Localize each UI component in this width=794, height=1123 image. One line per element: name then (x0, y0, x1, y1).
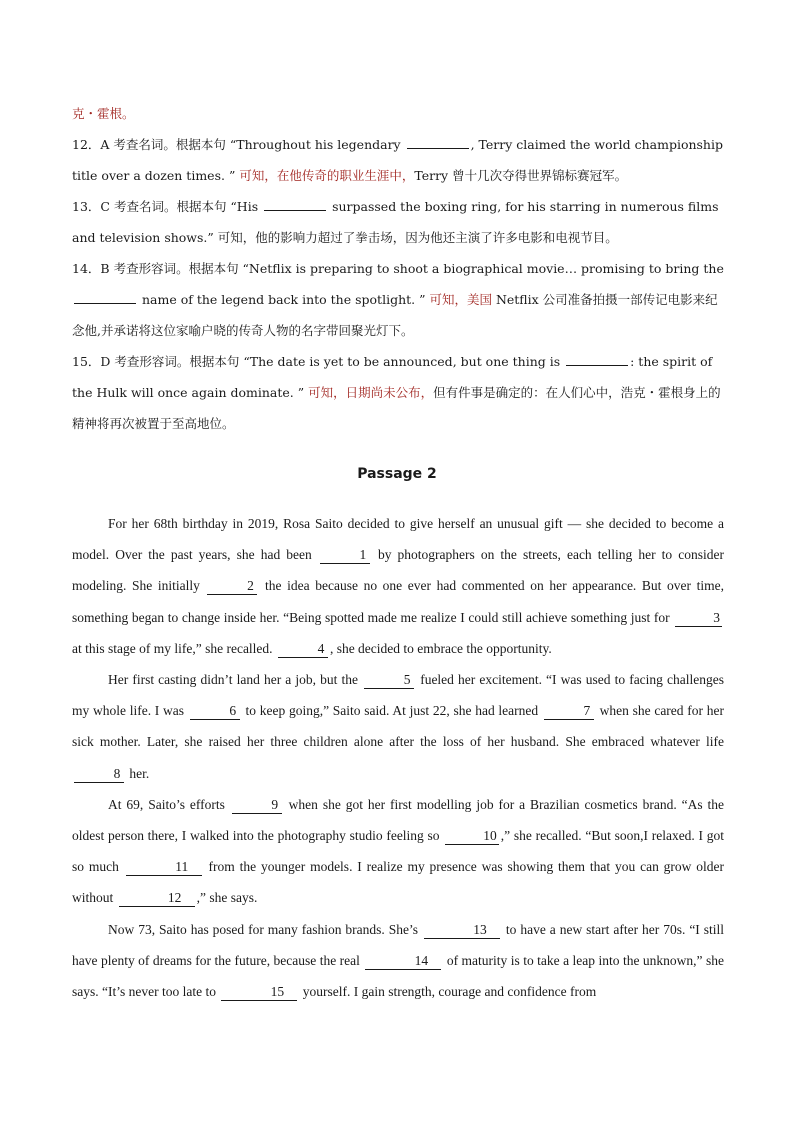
answer-15-translation-end: 但有件事是确定的：在人们心中，浩克・霍根身上的精神将再次被置于至高地位。 (72, 385, 721, 431)
answer-15-intro: 15．D 考查形容词。根据本句 “The date is yet to be announced, but one thing is (72, 354, 565, 369)
answer-15-quote: : the spirit of the Hulk will once again dominate. ” (72, 354, 713, 400)
paragraph-2 (72, 664, 724, 789)
paragraph-text: at this stage of my life,” she recalled. (72, 640, 276, 656)
answer-15-translation: 可知，日期尚未公布， (308, 385, 434, 400)
paragraph-text: when she got her first modelling job for a Brazilian cosmetics brand. “As the oldest person there, I walked into the photography studio feeling so (72, 796, 725, 844)
blank-1[interactable]: 1 (320, 546, 370, 564)
blank-14[interactable]: 14 (365, 952, 441, 970)
paragraph-text: Her first casting didn’t land her a job, but the (108, 672, 363, 688)
paragraph-4 (72, 914, 724, 1008)
paragraph-text: yourself. I gain strength, courage and confidence from (299, 984, 597, 1000)
paragraph-1 (72, 508, 724, 664)
blank-3[interactable]: 3 (675, 609, 722, 627)
blank-7[interactable]: 7 (544, 702, 594, 720)
blank-9[interactable]: 9 (232, 796, 282, 814)
paragraph-text: , she decided to embrace the opportunity. (329, 640, 552, 656)
answer-14-quote: name of the legend back into the spotlight. ” (138, 292, 430, 307)
answer-12-translation: 可知，在他传奇的职业生涯中， (239, 168, 415, 183)
blank-4[interactable]: 4 (278, 640, 328, 658)
paragraph-text: to have a new start after her 70s. “I still have plenty of dreams for the future, because the real (72, 921, 725, 968)
paragraph-text: to keep going,” Saito said. At just 22, she had learned (241, 703, 542, 719)
paragraph-text: by photographers on the streets, each telling her to consider modeling. She initially (72, 547, 724, 594)
paragraph-text: Now 73, Saito has posed for many fashion brands. She’s (108, 921, 422, 937)
paragraph-text: of maturity is to take a leap into the unknown,” she says. “It’s never too late to (72, 952, 724, 1000)
answer-12-intro: 12．A 考查名词。根据本句 “Throughout his legendary (72, 137, 405, 152)
passage-title: Passage 2 (357, 466, 437, 482)
blank-15[interactable]: 15 (221, 983, 297, 1001)
paragraph-text: ,” she says. (196, 890, 258, 906)
paragraph-3 (72, 789, 724, 914)
paragraph-text: For her 68th birthday in 2019, Rosa Saito decided to give herself an unusual gift — she decided to become a model. Over the past years, she had been (72, 516, 724, 563)
answer-14-translation-end: Netflix 公司准备拍摄一部传记电影来纪念他,并承诺将这位家喻户晓的传奇人物的名字带回聚光灯下。 (72, 292, 718, 338)
blank-11[interactable]: 11 (126, 858, 202, 876)
paragraph-text: from the younger models. I realize my presence was showing them that you can grow older without (72, 859, 724, 906)
answer-14-intro: 14．B 考查形容词。根据本句 “Netflix is preparing to shoot a biographical movie… promising to bring the (72, 261, 724, 276)
answer-13-rest: surpassed the boxing ring, for his starring in numerous films and television shows.” 可知，他的影响力超过了拳击场，因为他还主演了许多电影和电视节目。 (72, 199, 719, 245)
answer-12-blank (407, 134, 469, 149)
blank-2[interactable]: 2 (207, 577, 257, 595)
passage-body (72, 508, 724, 1007)
blank-6[interactable]: 6 (190, 702, 240, 720)
blank-8[interactable]: 8 (74, 765, 124, 783)
answer-13-intro: 13．C 考查名词。根据本句 “His (72, 199, 263, 214)
answer-13 (72, 191, 724, 253)
paragraph-text: At 69, Saito’s efforts (108, 796, 230, 812)
answer-13-blank (264, 196, 326, 211)
answer-lead (72, 98, 724, 129)
answer-14-translation: 可知，美国 (429, 292, 496, 307)
answer-14-blank (74, 289, 136, 304)
blank-13[interactable]: 13 (424, 921, 500, 939)
paragraph-text: when she cared for her sick mother. Later, she raised her three children alone after the loss of her husband. She embraced whatever life (72, 703, 724, 750)
answer-15 (72, 346, 724, 439)
blank-10[interactable]: 10 (445, 827, 499, 845)
blank-5[interactable]: 5 (364, 671, 414, 689)
paragraph-text: ,” she recalled. “But soon,I relaxed. I got so much (72, 828, 725, 875)
answer-12-translation-end: Terry 曾十几次夺得世界锦标赛冠军。 (414, 168, 628, 183)
answer-12 (72, 129, 724, 191)
paragraph-text: her. (126, 765, 150, 781)
paragraph-text: the idea because no one ever had commented on her appearance. But over time, something began to change inside her. “Being spotted made me realize I could still achieve something just for (72, 578, 724, 625)
paragraph-text: fueled her excitement. “I was used to facing challenges my whole life. I was (72, 672, 724, 719)
answer-lead-text: 克・霍根。 (72, 106, 135, 121)
answer-14 (72, 253, 724, 346)
blank-12[interactable]: 12 (119, 889, 195, 907)
answer-12-quote: , Terry claimed the world championship title over a dozen times. ” (72, 137, 723, 183)
answer-15-blank (566, 351, 628, 366)
